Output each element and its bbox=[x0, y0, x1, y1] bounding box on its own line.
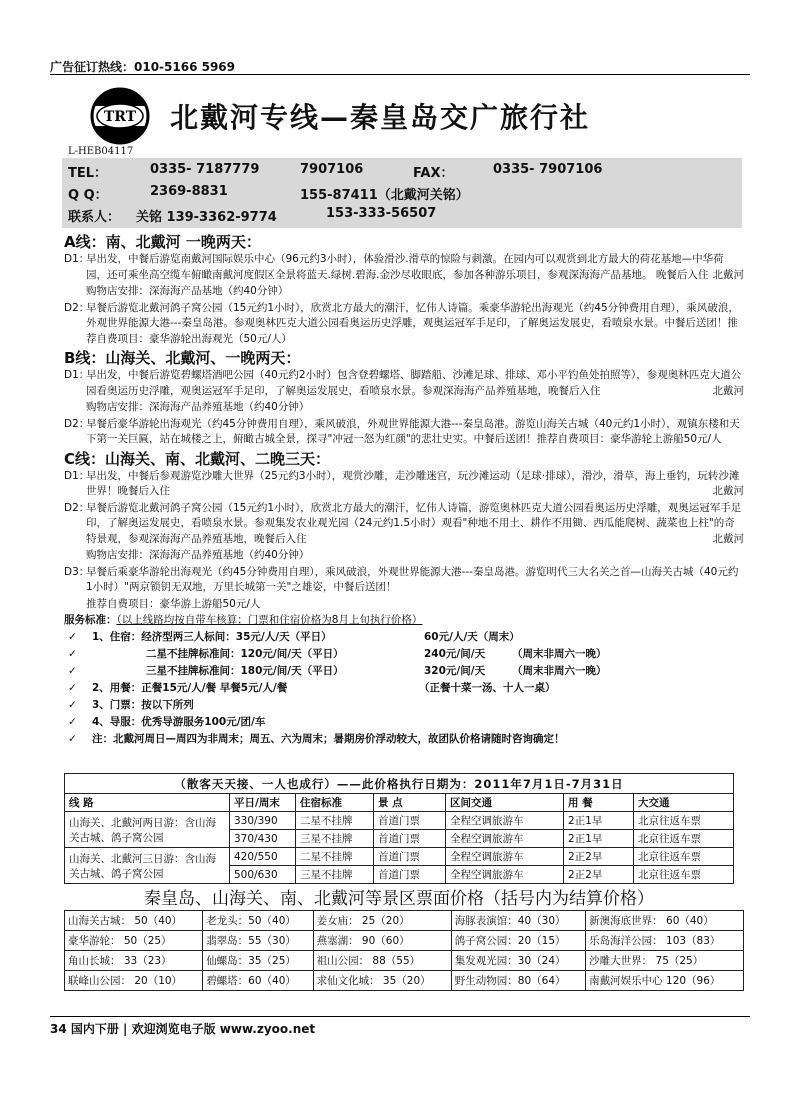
ticket-cell: 海豚表演馆：40（30） bbox=[451, 911, 585, 931]
ticket-cell: 燕塞湖： 90（60） bbox=[313, 931, 451, 951]
route-c-shop bbox=[64, 548, 744, 564]
table-row bbox=[65, 911, 744, 931]
route-b-day-1 bbox=[64, 368, 744, 399]
contact-box bbox=[62, 158, 742, 228]
route-c-day-3 bbox=[64, 565, 744, 596]
day-text: 早餐后游览北戴河鸽子窝公园（15元约1小时），欣赏北方最大的潮汗，忆伟人诗篇，游览奥林匹克大道公园看奥运历史浮雕，观奥运冠军手足印，了解奥运发展史，看喷泉水景。参观集发农业观光园（24元约1.5小时）观看"种地不用土、耕作不用锄、西瓜能爬树、蔬菜也上柱"的奇特景观，参观深海海产品养殖基地，晚餐后入住 bbox=[86, 501, 742, 545]
cell: 全程空调旅游车 bbox=[446, 866, 564, 884]
cell: 2正1早 bbox=[564, 812, 634, 830]
extra-text: 推荐自费项目：豪华游上游船50元/人 bbox=[86, 597, 261, 610]
route-c-day-1 bbox=[64, 469, 744, 500]
cell: 三星不挂牌 bbox=[296, 830, 374, 848]
service-row bbox=[64, 731, 744, 748]
day-note: 北戴河 bbox=[712, 485, 744, 497]
cell: 2正1早 bbox=[564, 830, 634, 848]
ticket-cell: 碧螺塔：60（40） bbox=[203, 971, 313, 991]
cell: 370/430 bbox=[230, 830, 296, 848]
cell: 全程空调旅游车 bbox=[446, 848, 564, 866]
day-label: D2： bbox=[64, 501, 90, 514]
header-big-transport: 大交通 bbox=[634, 794, 734, 812]
header bbox=[60, 80, 750, 160]
check-icon: ✓ bbox=[68, 664, 77, 677]
service-row bbox=[64, 629, 744, 646]
route-c-day-2 bbox=[64, 501, 744, 548]
service-row bbox=[64, 697, 744, 714]
table-header-row bbox=[65, 794, 734, 812]
service-a: 2、用餐：正餐15元/人/餐 早餐5元/人/餐 bbox=[92, 681, 288, 694]
route-b-day-2 bbox=[64, 417, 744, 448]
ticket-cell: 豪华游轮： 50（25） bbox=[65, 931, 203, 951]
qq-number-2: 155-87411（北戴河关铭） bbox=[300, 188, 469, 203]
cell: 北京往返车票 bbox=[634, 830, 734, 848]
service-a: 4、导服：优秀导游服务100元/团/车 bbox=[92, 715, 266, 728]
logo-icon bbox=[80, 86, 160, 146]
ticket-cell: 角山长城： 33（23） bbox=[65, 951, 203, 971]
service-a: 注：北戴河周日—周四为非周末；周五、六为周末；暑期房价浮动较大，故团队价格请随时咨询确定！ bbox=[92, 732, 565, 745]
cell: 500/630 bbox=[230, 866, 296, 884]
route-a-day-1 bbox=[64, 252, 744, 283]
cell: 北京往返车票 bbox=[634, 848, 734, 866]
cell: 三星不挂牌 bbox=[296, 866, 374, 884]
routes-content bbox=[64, 232, 744, 748]
tickets-title: 秦皇岛、山海关、南、北戴河等景区票面价格（括号内为结算价格） bbox=[144, 889, 654, 909]
service-a: 二星不挂牌标准间：120元/间/天（平日） bbox=[146, 647, 344, 660]
header-meal: 用 餐 bbox=[564, 794, 634, 812]
ticket-cell: 联峰山公园： 20（10） bbox=[65, 971, 203, 991]
cell: 420/550 bbox=[230, 848, 296, 866]
cell: 2正2早 bbox=[564, 866, 634, 884]
route-a-shop bbox=[64, 284, 744, 300]
ticket-cell: 野生动物园：80（64） bbox=[451, 971, 585, 991]
day-text: 早餐后游览北戴河鸽子窝公园（15元约1小时），欣赏北方最大的潮汗，忆伟人诗篇。乘豪华游轮出海观光（约45分钟费用自理），乘风破浪，外观世界能源大港---秦皇岛港。参观奥林匹克大道公园看奥运历史浮雕，观奥运冠军手足印，了解奥运发展史，看喷泉水景。中餐后送团！推荐自费项目：豪华游轮出海观光（50元/人） bbox=[86, 301, 739, 345]
cell: 全程空调旅游车 bbox=[446, 812, 564, 830]
service-b: （正餐十菜一汤、十人一桌） bbox=[419, 681, 556, 694]
route-b-shop bbox=[64, 400, 744, 416]
person-phone-1: 关铭 139-3362-9774 bbox=[136, 210, 277, 225]
check-icon: ✓ bbox=[68, 630, 77, 643]
price-table bbox=[64, 793, 734, 884]
table-row bbox=[65, 971, 744, 991]
day-label: D3： bbox=[64, 565, 90, 578]
page-footer: 34 国内下册 | 欢迎浏览电子版 www.zyoo.net bbox=[50, 1022, 316, 1036]
fax-label: FAX： bbox=[413, 166, 454, 181]
cell: 首道门票 bbox=[374, 830, 446, 848]
cell: 330/390 bbox=[230, 812, 296, 830]
tel-label: TEL： bbox=[68, 166, 108, 181]
logo-text: TRT bbox=[103, 109, 137, 125]
license-number: L-HEB04117 bbox=[68, 146, 134, 157]
shop-text: 购物店安排：深海海产品养殖基地（约40分钟） bbox=[86, 549, 310, 561]
tel-number-1: 0335- 7187779 bbox=[150, 162, 260, 177]
cell: 二星不挂牌 bbox=[296, 812, 374, 830]
day-label: D2： bbox=[64, 417, 90, 430]
service-b: 60元/人/天（周末） bbox=[424, 630, 520, 643]
ticket-cell: 仙螺岛：35（25） bbox=[203, 951, 313, 971]
check-icon: ✓ bbox=[68, 681, 77, 694]
day-note: 北戴河 bbox=[712, 384, 744, 397]
ticket-cell: 求仙文化城： 35（20） bbox=[313, 971, 451, 991]
service-title-label: 服务标准： bbox=[64, 614, 117, 626]
route-c-title: C线：山海关、南、北戴河、二晚三天： bbox=[64, 449, 331, 468]
qq-number-1: 2369-8831 bbox=[150, 184, 228, 199]
day-label: D1： bbox=[64, 469, 90, 482]
ticket-cell: 翡翠岛：55（30） bbox=[203, 931, 313, 951]
day-text: 早出发，中餐后参观游览沙雕大世界（25元约3小时），观赏沙雕，走沙雕迷宫，玩沙滩运动（足球·排球），滑沙，滑草，海上垂钓，玩转沙滩世界！晚餐后入住 bbox=[86, 469, 740, 497]
header-transport: 区间交通 bbox=[446, 794, 564, 812]
ticket-cell: 新澳海底世界： 60（40） bbox=[586, 911, 744, 931]
service-note: （以上线路均按自带车核算；门票和住宿价格为8月上旬执行价格） bbox=[116, 614, 423, 626]
service-b: 240元/间/天 bbox=[424, 647, 486, 660]
day-label: D1： bbox=[64, 253, 90, 265]
ticket-cell: 老龙头：50（40） bbox=[203, 911, 313, 931]
ticket-cell: 沙雕大世界： 75（25） bbox=[586, 951, 744, 971]
service-a: 三星不挂牌标准间：180元/间/天（平日） bbox=[146, 664, 344, 677]
fax-number: 0335- 7907106 bbox=[493, 162, 603, 177]
shop-text: 购物店安排：深海海产品养殖基地（约40分钟） bbox=[86, 401, 310, 413]
table-row bbox=[65, 931, 744, 951]
cell: 二星不挂牌 bbox=[296, 848, 374, 866]
service-a: 3、门票：按以下所列 bbox=[92, 698, 194, 711]
route-a-title: A线：南、北戴河 一晚两天： bbox=[64, 233, 261, 251]
day-text: 早出发，中餐后游览南戴河国际娱乐中心（96元约3小时），体验滑沙.滑草的惊险与刺激。在园内可以观赏到北方最大的荷花基地—中华荷园，还可乘坐高空缆车俯瞰南戴河度假区全景将蓝天.绿树.碧海.金沙尽收眼底，参加各种游乐项目，参观深海海产品基地。 晚餐后入住 bbox=[86, 253, 724, 281]
route-cell: 山海关、北戴河三日游：含山海关古城、鸽子窝公园 bbox=[65, 848, 230, 884]
shop-text: 购物店安排：深海海产品基地（约40分钟） bbox=[86, 285, 289, 297]
service-c: （周末非周六一晚） bbox=[512, 647, 607, 660]
ticket-cell: 南戴河娱乐中心 120（96） bbox=[586, 971, 744, 991]
check-icon: ✓ bbox=[68, 647, 77, 660]
price-table-caption: （散客天天接、一人也成行）——此价格执行日期为：2011年7月1日-7月31日 bbox=[64, 773, 734, 793]
service-row bbox=[64, 680, 744, 697]
route-cell: 山海关、北戴河两日游：含山海关古城、鸽子窝公园 bbox=[65, 812, 230, 848]
cell: 北京往返车票 bbox=[634, 866, 734, 884]
service-b: 320元/间/天 bbox=[424, 664, 486, 677]
day-note: 北戴河 bbox=[712, 268, 744, 281]
service-row bbox=[64, 714, 744, 731]
service-c: （周末非周六一晚） bbox=[512, 664, 607, 677]
ticket-cell: 祖山公园： 88（55） bbox=[313, 951, 451, 971]
ticket-cell: 集发观光园：30（24） bbox=[451, 951, 585, 971]
day-text: 早餐后豪华游轮出海观光（约45分钟费用自理），乘风破浪，外观世界能源大港---秦皇岛港。游览山海关古城（40元约1小时），观镇东楼和天下第一关巨匾，站在城楼之上，俯瞰古城全景，探寻"冲冠一怒为红颜"的悲壮史实。中餐后送团！推荐自费项目：豪华游轮上游船50元/人 bbox=[86, 417, 740, 445]
ticket-cell: 乐岛海洋公园： 103（83） bbox=[586, 931, 744, 951]
header-sight: 景 点 bbox=[374, 794, 446, 812]
cell: 北京往返车票 bbox=[634, 812, 734, 830]
ticket-cell: 山海关古城： 50（40） bbox=[65, 911, 203, 931]
table-row bbox=[65, 951, 744, 971]
day-label: D1： bbox=[64, 369, 90, 381]
service-title bbox=[64, 613, 744, 629]
cell: 首道门票 bbox=[374, 848, 446, 866]
header-price: 平日/周末 bbox=[230, 794, 296, 812]
header-hotel: 住宿标准 bbox=[296, 794, 374, 812]
day-label: D2： bbox=[64, 301, 90, 314]
top-rule bbox=[50, 74, 750, 75]
day-text: 早餐后乘豪华游轮出海观光（约45分钟费用自理），乘风破浪，外观世界能源大港---秦皇岛港。游览明代三大名关之首—山海关古城（40元约1小时）"两京锁钥无双地，万里长城第一关"之雄姿，中餐后送团！ bbox=[86, 565, 739, 593]
check-icon: ✓ bbox=[68, 715, 77, 728]
ticket-cell: 鸽子窝公园：20（15） bbox=[451, 931, 585, 951]
ad-hotline: 广告征订热线：010-5166 5969 bbox=[50, 60, 236, 74]
header-route: 线 路 bbox=[65, 794, 230, 812]
route-a-day-2 bbox=[64, 301, 744, 348]
check-icon: ✓ bbox=[68, 698, 77, 711]
cell: 首道门票 bbox=[374, 812, 446, 830]
ticket-table bbox=[64, 910, 744, 991]
cell: 首道门票 bbox=[374, 866, 446, 884]
ticket-cell: 姜女庙： 25（20） bbox=[313, 911, 451, 931]
route-b-title: B线：山海关、北戴河、一晚两天： bbox=[64, 349, 301, 367]
cell: 2正2早 bbox=[564, 848, 634, 866]
tel-number-2: 7907106 bbox=[300, 162, 364, 177]
table-row bbox=[65, 848, 734, 866]
person-label: 联系人： bbox=[68, 210, 121, 225]
page-title: 北戴河专线—秦皇岛交广旅行社 bbox=[170, 101, 591, 134]
check-icon: ✓ bbox=[68, 732, 77, 745]
table-row bbox=[65, 812, 734, 830]
footer-rule bbox=[50, 1016, 750, 1017]
person-phone-2: 153-333-56507 bbox=[326, 206, 437, 221]
day-text: 早出发，中餐后游览碧螺塔酒吧公园（40元约2小时）包含登碧螺塔、脚踏船、沙滩足球、排球、邓小平钓鱼处拍照等），参观奥林匹克大道公园看奥运历史浮雕，观奥运冠军手足印，了解奥运发展史，看喷泉水景。参观深海海产品养殖基地，晚餐后入住 bbox=[86, 369, 742, 397]
service-row bbox=[64, 663, 744, 680]
service-a: 1、住宿：经济型两三人标间：35元/人/天（平日） bbox=[92, 630, 332, 643]
day-note: 北戴河 bbox=[712, 532, 744, 545]
service-row bbox=[64, 646, 744, 663]
route-c-extra bbox=[64, 597, 744, 613]
qq-label: Q Q： bbox=[68, 188, 108, 203]
cell: 全程空调旅游车 bbox=[446, 830, 564, 848]
